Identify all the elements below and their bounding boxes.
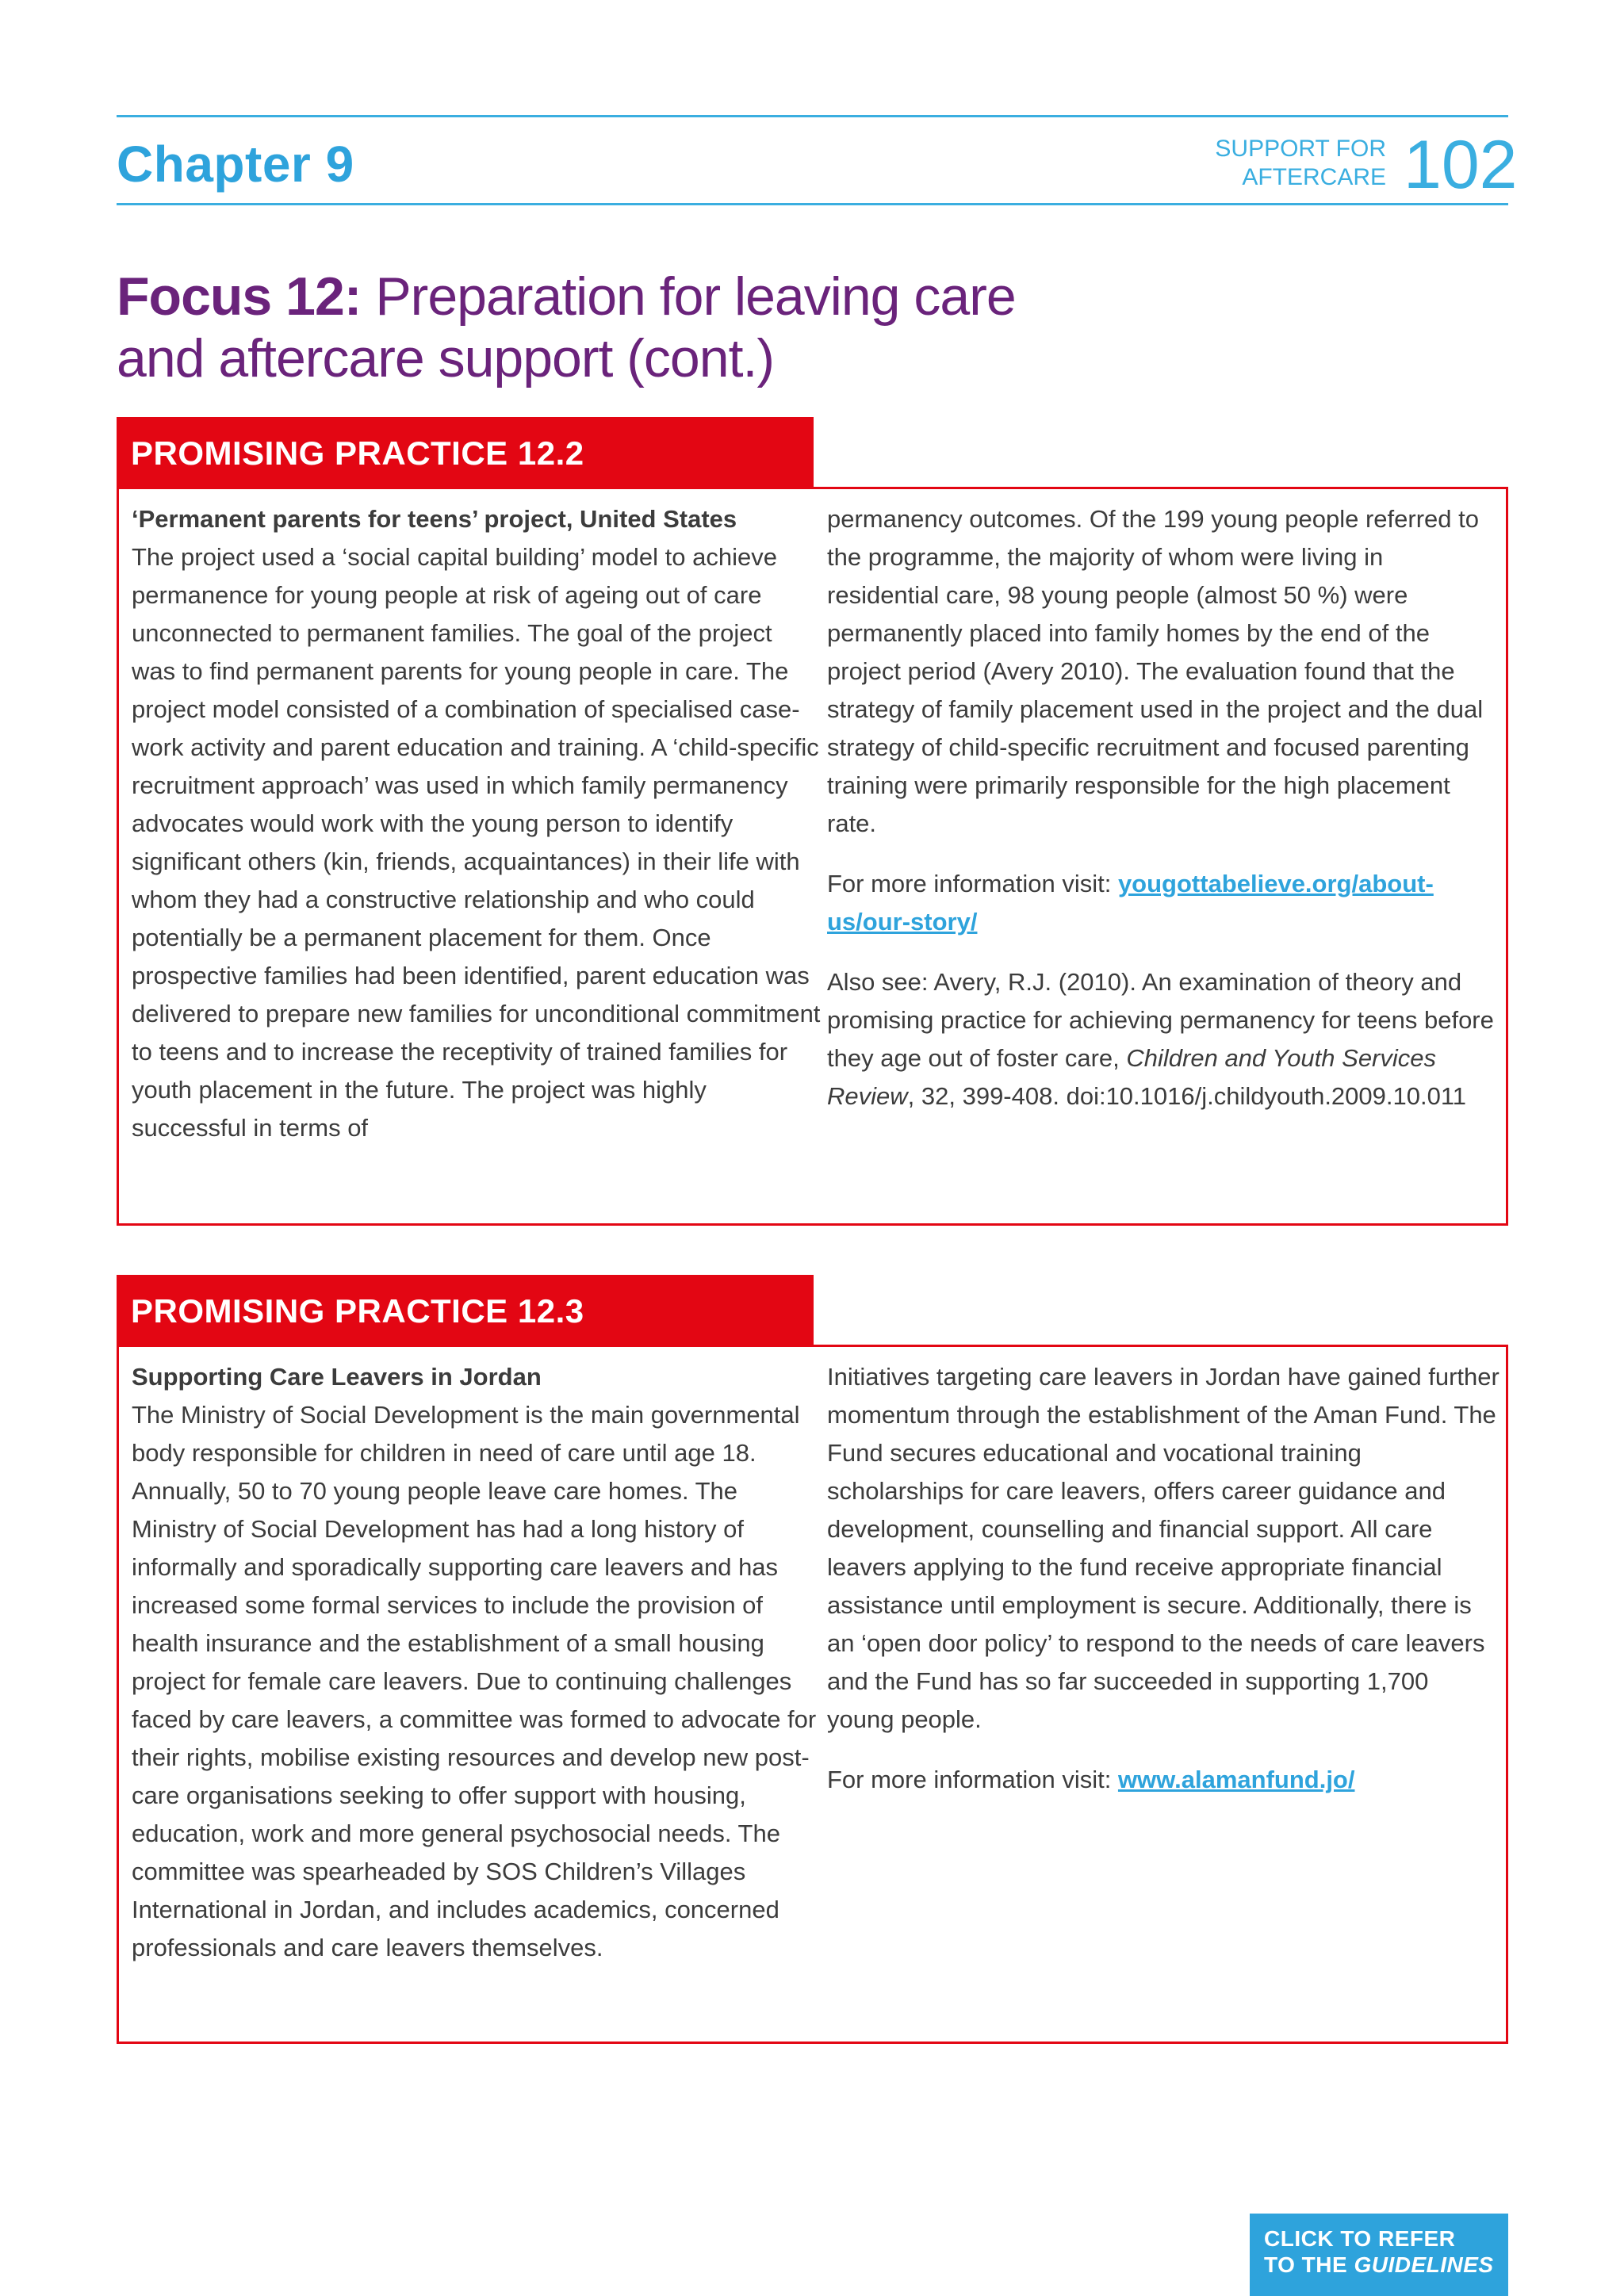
chapter-title: Chapter 9 — [117, 136, 354, 193]
practice-12-2-subhead: ‘Permanent parents for teens’ project, United States — [132, 505, 737, 533]
practice-12-2-right-column — [827, 500, 1501, 1138]
header-top-rule — [117, 115, 1508, 117]
guidelines-button-emphasis: GUIDELINES — [1354, 2252, 1494, 2277]
more-info-label: For more information visit: — [827, 870, 1118, 897]
practice-frame-12-3 — [117, 1345, 1508, 2044]
more-info-label: For more information visit: — [827, 1766, 1118, 1793]
practice-12-2-left-body: The project used a ‘social capital building’ model to achieve permanence for young people at risk of ageing out of care unconnected to permanent families. The goal of the project was to find permanent parents for young people in care. The project model consisted of a combination of specialised case-work activity and parent education and training. A ‘child-specific recruitment approach’ was used in which family permanency advocates would work with the young person to identify significant others (kin, friends, acquaintances) in their life with whom they had a constructive relationship and who could potentially be a permanent placement for them. Once prospective families had been identified, parent education was delivered to prepare new families for unconditional commitment to teens and to increase the receptivity of trained families for youth placement in the future. The project was highly successful in terms of — [132, 543, 821, 1142]
focus-title-line-2: and aftercare support (cont.) — [117, 328, 775, 388]
also-see-journal: Children and Youth Services Review — [827, 1044, 1437, 1110]
practice-box-12-2 — [117, 417, 1508, 1226]
yougottabelieve-link[interactable]: yougottabelieve.org/about-us/our-story/ — [827, 870, 1434, 936]
guidelines-button-line-2 — [1264, 2252, 1508, 2278]
practice-tab-12-2: PROMISING PRACTICE 12.2 — [117, 417, 814, 489]
guidelines-button-prefix: TO THE — [1264, 2252, 1354, 2277]
guidelines-button-line-1: CLICK TO REFER — [1264, 2226, 1456, 2251]
header-bottom-rule — [117, 203, 1508, 205]
focus-heading — [117, 266, 1147, 389]
focus-title-line-1: Preparation for leaving care — [361, 266, 1016, 327]
practice-12-3-right-column — [827, 1358, 1501, 1821]
page-number: 102 — [1404, 127, 1518, 203]
alamanfund-link[interactable]: www.alamanfund.jo/ — [1117, 1766, 1355, 1793]
practice-box-12-3 — [117, 1275, 1508, 2125]
practice-12-3-left-body: The Ministry of Social Development is the main governmental body responsible for children in need of care until age 18. Annually, 50 to 70 young people leave care homes. The Ministry of Social Development has had a long history of informally and sporadically supporting care leavers and has increased some formal services to include the provision of health insurance and the establishment of a small housing project for female care leavers. Due to continuing challenges faced by care leavers, a committee was formed to advocate for their rights, mobilise existing resources and develop new post-care organisations seeking to offer support with housing, education, work and more general psychosocial needs. The committee was spearheaded by SOS Children’s Villages International in Jordan, and includes academics, concerned professionals and care leavers themselves. — [132, 1401, 817, 1961]
practice-12-2-more-info — [827, 865, 1501, 941]
practice-tab-12-3: PROMISING PRACTICE 12.3 — [117, 1275, 814, 1347]
practice-12-3-left-column — [132, 1358, 822, 1967]
practice-12-2-left-column — [132, 500, 822, 1147]
practice-12-3-more-info — [827, 1761, 1501, 1799]
also-see-suffix: , 32, 399-408. doi:10.1016/j.childyouth.2009.10.011 — [907, 1082, 1467, 1110]
focus-label: Focus 12: — [117, 266, 362, 327]
practice-12-2-right-body: permanency outcomes. Of the 199 young people referred to the programme, the majority of whom were living in residential care, 98 young people (almost 50 %) were permanently placed into family homes by the end of the project period (Avery 2010). The evaluation found that the strategy of family placement used in the project and the dual strategy of child-specific recruitment and focused parenting training were primarily responsible for the high placement rate. — [827, 505, 1484, 837]
also-see-prefix: Also see: Avery, R.J. (2010). An examination of theory and promising practice for achieving permanency for teens before they age out of foster care, — [827, 968, 1494, 1072]
practice-12-3-right-body: Initiatives targeting care leavers in Jordan have gained further momentum through the establishment of the Aman Fund. The Fund secures educational and vocational training scholarships for care leavers, offers career guidance and development, counselling and financial support. All care leavers applying to the fund receive appropriate financial assistance until employment is secure. Additionally, there is an ‘open door policy’ to respond to the needs of care leavers and the Fund has so far succeeded in supporting 1,700 young people. — [827, 1363, 1500, 1733]
practice-frame-12-2 — [117, 487, 1508, 1226]
practice-12-3-subhead: Supporting Care Leavers in Jordan — [132, 1363, 542, 1391]
section-label-line-2: AFTERCARE — [1242, 164, 1386, 190]
section-label-line-1: SUPPORT FOR — [1215, 136, 1386, 162]
practice-12-2-also-see — [827, 963, 1501, 1115]
section-label — [1215, 135, 1386, 192]
refer-to-guidelines-button[interactable] — [1250, 2214, 1508, 2296]
